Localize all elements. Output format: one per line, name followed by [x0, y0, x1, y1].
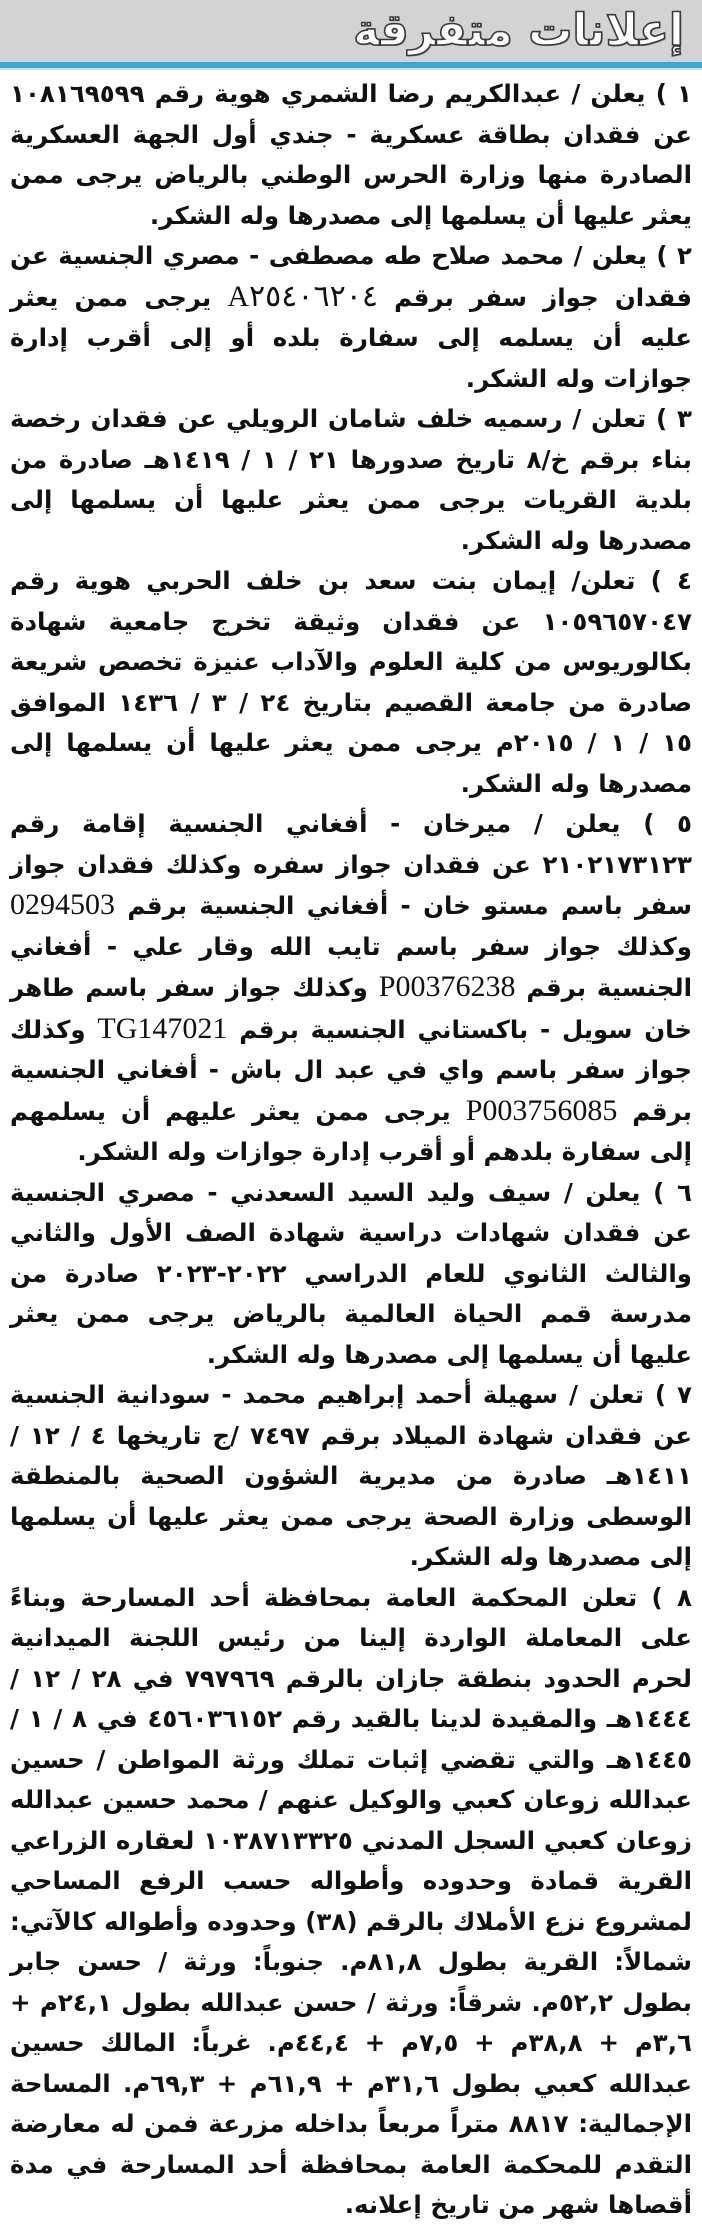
ad-number: ٢ ) — [656, 241, 692, 270]
passport-number: A٢٥٤٠٦٢٠٤ — [227, 279, 378, 313]
ad-item-3 — [10, 399, 692, 561]
ad-number: ٣ ) — [656, 404, 692, 433]
header-accent-stripe-light — [0, 68, 702, 70]
ad-text: وكذلك جواز سفر باسم واي في عبد ال باش - أفغاني الجنسية برقم — [10, 1014, 692, 1126]
ad-text: يعلن / محمد صلاح طه مصطفى - مصري الجنسية عن فقدان جواز سفر برقم — [10, 241, 692, 312]
ad-text: تعلن / رسميه خلف شامان الرويلي عن فقدان رخصة بناء برقم خ/٨ تاريخ صدورها ٢١ / ١ / ١٤١٩هـ صادرة من بلدية القريات يرجى ممن يعثر عليها أن يسلمها إلى مصدرها وله الشكر. — [10, 404, 692, 555]
ad-number: ١ ) — [655, 79, 693, 108]
ad-item-2 — [10, 236, 692, 399]
ad-text: يرجى ممن يعثر عليه أن يسلمه إلى سفارة بلده أو إلى أقرب إدارة جوازات وله الشكر. — [10, 282, 692, 393]
ad-number: ٧ ) — [654, 1380, 692, 1409]
passport-number: P003756085 — [465, 1093, 618, 1127]
ad-text: تعلن / سهيلة أحمد إبراهيم محمد - سودانية الجنسية عن فقدان شهادة الميلاد برقم ٧٤٩٧ /ج تاريخها ٤ / ١٢ / ١٤١١هـ صادرة من مديرية الشؤون الصحية بالمنطقة الوسطى وزارة الصحة يرجى ممن يعثر عليها أن يسلمها إلى مصدرها وله الشكر. — [10, 1380, 692, 1571]
passport-number: P00376238 — [378, 970, 516, 1003]
ad-item-8 — [10, 1578, 692, 2226]
passport-number: TG147021 — [97, 1011, 228, 1045]
section-title: إعلانات متفرقة — [353, 5, 684, 56]
ad-text: تعلن/ إيمان بنت سعد بن خلف الحربي هوية رقم ١٠٥٩٦٥٧٠٤٧ عن فقدان وثيقة تخرج جامعية شهادة بكالوريوس من كلية العلوم والآداب عنيزة تخصص شريعة صادرة من جامعة القصيم بتاريخ ٢٤ / ٣ / ١٤٣٦ الموافق ١٥ / ١ / ٢٠١٥م يرجى ممن يعثر عليها أن يسلمها إلى مصدرها وله الشكر. — [10, 566, 692, 798]
ad-text: يعلن / سيف وليد السيد السعدني - مصري الجنسية عن فقدان شهادات دراسية شهادة الصف الأول والثاني والثالث الثانوي للعام الدراسي ٢٠٢٢-٢٠٢٣ صادرة من مدرسة قمم الحياة العالمية بالرياض يرجى ممن يعثر عليها أن يسلمها إلى مصدرها وله الشكر. — [10, 1177, 692, 1369]
ad-text: وكذلك جواز سفر باسم طاهر خان سويل - باكستاني الجنسية برقم — [10, 973, 693, 1044]
ad-item-1 — [10, 74, 692, 236]
ad-text: وكذلك جواز سفر باسم تايب الله وقار علي - أفغاني الجنسية برقم — [10, 931, 692, 1002]
section-header — [0, 0, 702, 62]
ad-number: ٤ ) — [650, 566, 693, 595]
ad-item-7 — [10, 1375, 692, 1578]
ad-item-6 — [10, 1173, 692, 1376]
ad-text: تعلن المحكمة العامة بمحافظة أحد المسارحة وبناءً على المعاملة الواردة إلينا من رئيس اللجنة الميدانية لحرم الحدود بنطقة جازان بالرقم ٧٩٧٩٦٩ في ٢٨ / ١٢ / ١٤٤٤هـ والمقيدة لدينا بالقيد رقم ٤٥٦٠٣٦١٥٢ في ٨ / ١ / ١٤٤٥هـ والتي تقضي إثبات تملك ورثة المواطن / حسين عبدالله زوعان كعبي والوكيل عنهم / محمد حسين عبدالله زوعان كعبي السجل المدني ١٠٣٨٧١٣٣٢٥ لعقاره الزراعي القرية قمادة وحدوده وأطواله حسب الرفع المساحي لمشروع نزع الأملاك بالرقم (٣٨) وحدوده وأطواله كالآتي: شمالاً: القرية بطول ٨١,٨م. جنوباً: ورثة / حسن جابر بطول ٥٢,٢م. شرقاً: ورثة / حسن عبدالله بطول ٢٤,١م + ٣,٦م + ٣٨,٨م + ٧,٥م + ٤٤,٤م. غرباً: المالك حسين عبدالله كعبي بطول ٣١,٦م + ٦١,٩م + ٦٩,٣م. المساحة الإجمالية: ٨٨١٧ متراً مربعاً بداخله مزرعة فمن له معارضة التقدم للمحكمة العامة بمحافظة أحد المسارحة في مدة أقصاها شهر من تاريخ إعلانه. — [10, 1582, 693, 2219]
ad-text: يرجى ممن يعثر عليهم أن يسلمهم إلى سفارة بلدهم أو أقرب إدارة جوازات وله الشكر. — [10, 1096, 692, 1166]
ad-number: ٦ ) — [653, 1177, 692, 1207]
ad-item-4 — [10, 561, 692, 804]
ad-number: ٨ ) — [651, 1582, 693, 1612]
ad-number: ٥ ) — [643, 809, 693, 838]
ad-text: يعلن / عبدالكريم رضا الشمري هوية رقم ١٠٨١٦٩٥٩٩ عن فقدان بطاقة عسكرية - جندي أول الجهة العسكرية الصادرة منها وزارة الحرس الوطني بالرياض يرجى ممن يعثر عليها أن يسلمها إلى مصدرها وله الشكر. — [10, 79, 692, 230]
ad-text: يعلن / ميرخان - أفغاني الجنسية إقامة رقم ٢١٠٢١٧٣١٢٣ عن فقدان جواز سفره وكذلك فقدان جواز سفر باسم مستو خان - أفغاني الجنسية برقم — [10, 809, 692, 920]
ad-item-5 — [10, 804, 692, 1173]
ads-list — [10, 74, 692, 2226]
passport-number: 0294503 — [10, 888, 115, 921]
